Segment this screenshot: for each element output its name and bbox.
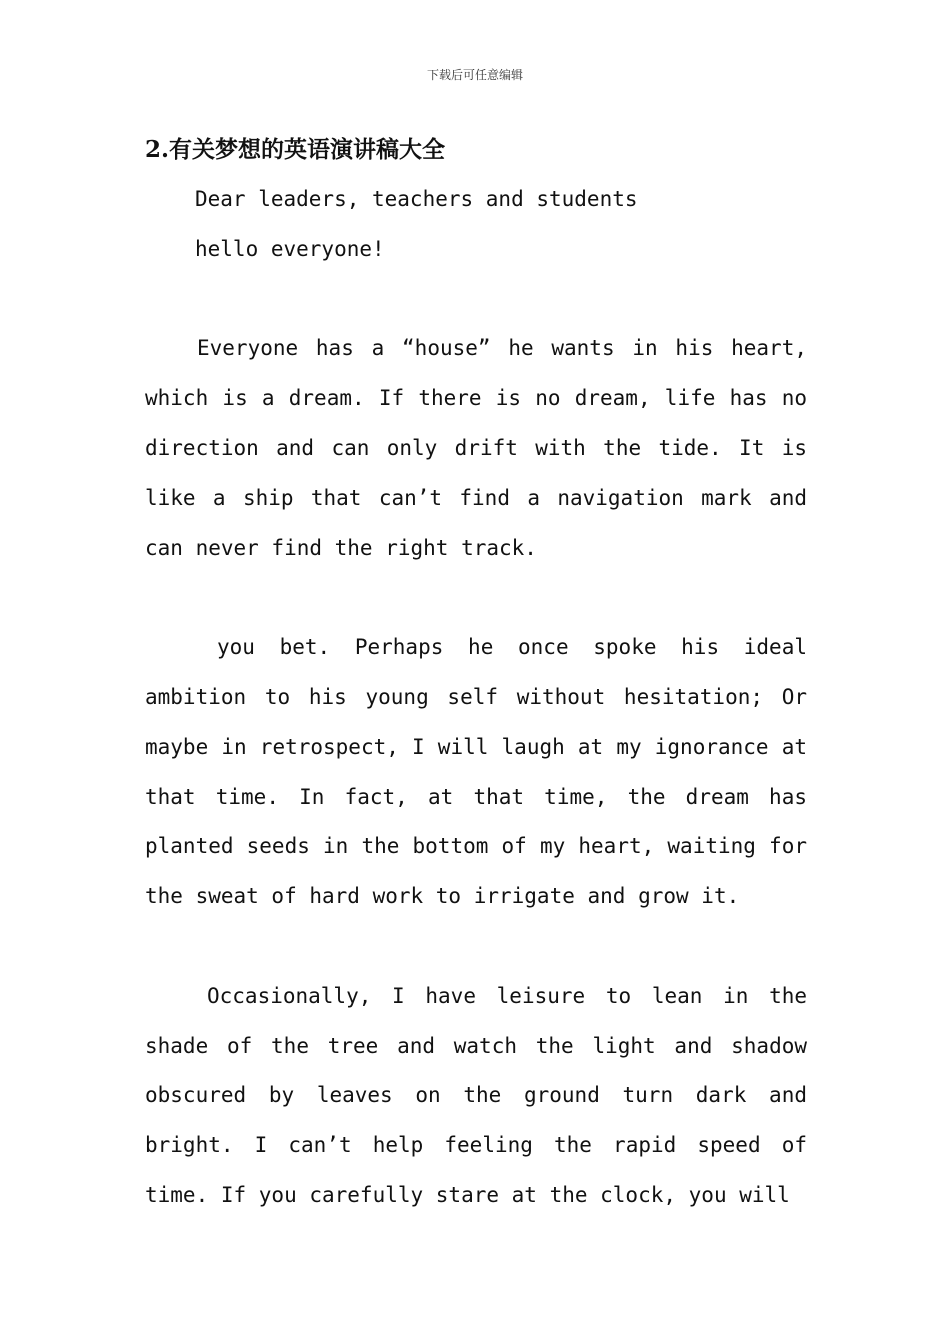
paragraph: you bet. Perhaps he once spoke his ideal ambition to his young self without hesitation; Or maybe in retrospect, I will laugh at my ignorance at that time. In fact, at that time, the dream has planted seeds in the bottom of my heart, waiting for the sweat of hard work to irrigate and grow it. [145,635,807,909]
header-note: 下载后可任意编辑 [426,68,523,82]
greeting-line: Dear leaders, teachers and students [195,187,638,211]
document-body [145,125,807,1221]
greeting-line: hello everyone! [195,236,385,261]
spacer [145,275,807,325]
paragraph: Everyone has a “house” he wants in his heart, which is a dream. If there is no dream, life has no direction and can only drift with the tide. It is like a ship that can’t find a navigation mark and can never find the right track. [145,336,807,560]
document-title: 2.有关梦想的英语演讲稿大全 [145,136,446,163]
paragraph: Occasionally, I have leisure to lean in the shade of the tree and watch the light and shadow obscured by leaves on the ground turn dark and bright. I can’t help feeling the rapid speed of time. If you carefully stare at the clock, you will [145,983,807,1207]
spacer [145,573,807,623]
spacer [145,922,807,972]
